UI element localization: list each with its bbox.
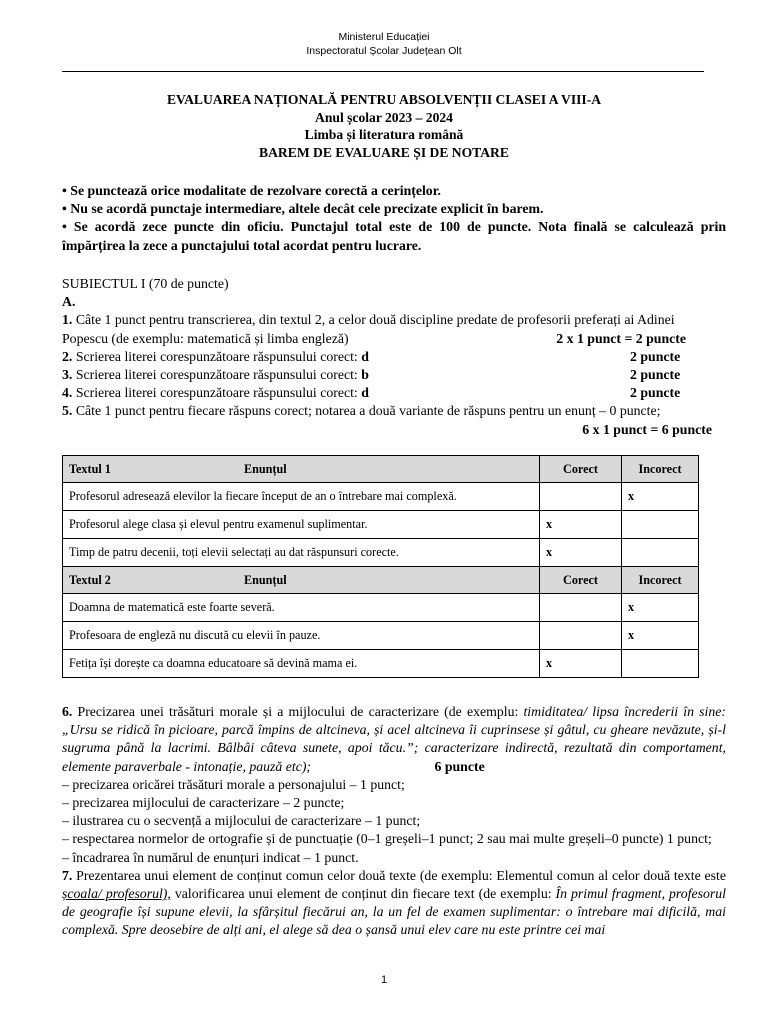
item-2-number: 2. bbox=[62, 348, 73, 364]
page-number: 1 bbox=[380, 974, 388, 986]
table-header-text-1 bbox=[63, 456, 699, 483]
rule-1: • Se punctează orice modalitate de rezolvare corectă a cerințelor. bbox=[62, 183, 442, 198]
correct-mark bbox=[540, 594, 622, 622]
statement-cell: Doamna de matematică este foarte severă. bbox=[63, 594, 540, 622]
item-6-bullet-2: – precizarea mijlocului de caracterizare – 2 puncte; bbox=[62, 795, 345, 811]
incorrect-mark: x bbox=[622, 594, 699, 622]
item-2 bbox=[62, 348, 726, 366]
item-3-text: Scrierea literei corespunzătoare răspunsului corect: bbox=[75, 367, 358, 383]
statement-header: Enunțul bbox=[243, 461, 287, 476]
item-7-number: 7. bbox=[62, 867, 73, 883]
item-3 bbox=[62, 366, 726, 384]
table-row bbox=[63, 483, 699, 511]
item-6-points: 6 puncte bbox=[434, 758, 485, 774]
title-line-1: EVALUAREA NAȚIONALĂ PENTRU ABSOLVENȚII CLASEI A VIII-A bbox=[166, 92, 602, 107]
item-6-intro bbox=[62, 703, 726, 776]
item-7-lead: Prezentarea unui element de conținut comun celor două texte (de exemplu: Elementul comun al celor două texte este bbox=[76, 867, 726, 883]
table-header-text-2 bbox=[63, 567, 699, 594]
item-6-lead: Precizarea unei trăsături morale și a mijlocului de caracterizare (de exemplu: bbox=[77, 704, 519, 719]
header-divider bbox=[62, 71, 704, 72]
grading-rules bbox=[62, 182, 726, 255]
item-5-points: 6 x 1 punct = 6 puncte bbox=[582, 421, 712, 437]
item-2-answer: d bbox=[361, 348, 369, 364]
item-6-section bbox=[62, 703, 726, 940]
item-1-points: 2 x 1 punct = 2 puncte bbox=[556, 330, 686, 346]
correct-header: Corect bbox=[540, 456, 622, 483]
item-3-number: 3. bbox=[62, 367, 73, 383]
item-7 bbox=[62, 867, 726, 940]
rule-3: • Se acordă zece puncte din oficiu. Punctajul total este de 100 de puncte. Nota finală se calculează prin împărțirea la zece a punctajului total acordat pentru lucrare. bbox=[62, 219, 726, 253]
table-row bbox=[63, 650, 699, 678]
statement-cell: Fetița își dorește ca doamna educatoare să devină mama ei. bbox=[63, 650, 540, 678]
statement-header: Enunțul bbox=[243, 572, 287, 587]
item-7-example: În primul fragment, profesorul de geografie își supune elevii, la sfârșitul fiecărui an, la un fel de examen suplimentar: o întrebare mai dificilă, mai complexă. Spre deosebire de alți ani, el alege să dea o șansă unui elev care nu este printre cei mai bbox=[62, 886, 727, 938]
statement-cell: Profesoara de engleză nu discută cu elevii în pauze. bbox=[63, 622, 540, 650]
item-4-number: 4. bbox=[62, 385, 73, 401]
item-5-number: 5. bbox=[62, 403, 73, 419]
item-1-text-2: Popescu (de exemplu: matematică și limba engleză) bbox=[62, 330, 349, 346]
incorrect-header: Incorect bbox=[622, 567, 699, 594]
item-1 bbox=[62, 311, 726, 329]
table-row bbox=[63, 511, 699, 539]
rule-2: • Nu se acordă punctaje intermediare, altele decât cele precizate explicit în barem. bbox=[62, 201, 544, 217]
incorrect-mark: x bbox=[622, 483, 699, 511]
title-line-3: Limba și literatura română bbox=[304, 127, 464, 142]
item-4 bbox=[62, 384, 726, 402]
table-header-cell bbox=[63, 456, 540, 483]
title-line-2: Anul școlar 2023 – 2024 bbox=[315, 109, 453, 125]
item-6-bullet-1: – precizarea oricărei trăsături morale a personajului – 1 punct; bbox=[62, 776, 405, 792]
item-7-common: școala/ profesorul), bbox=[62, 886, 171, 902]
item-6-bullet-3: – ilustrarea cu o secvență a mijlocului de caracterizare – 1 punct; bbox=[62, 813, 421, 829]
statement-cell: Timp de patru decenii, toți elevii selectați au dat răspunsuri corecte. bbox=[63, 539, 540, 567]
item-5 bbox=[62, 402, 726, 420]
statement-cell: Profesorul adresează elevilor la fiecare început de an o întrebare mai complexă. bbox=[63, 483, 540, 511]
item-3-answer: b bbox=[361, 367, 369, 383]
table-header-cell bbox=[63, 567, 540, 594]
incorrect-header: Incorect bbox=[622, 456, 699, 483]
text-1-label: Textul 1 bbox=[69, 461, 111, 476]
item-1-text: Câte 1 punct pentru transcrierea, din textul 2, a celor două discipline predate de profesorii preferați ai Adinei bbox=[75, 312, 675, 328]
item-5-text: Câte 1 punct pentru fiecare răspuns corect; notarea a două variante de răspuns pentru un enunț – 0 puncte; bbox=[75, 403, 661, 419]
item-4-points: 2 puncte bbox=[630, 385, 681, 401]
inspectorate-name: Inspectoratul Școlar Județean Olt bbox=[306, 45, 462, 57]
incorrect-mark bbox=[622, 539, 699, 567]
item-6-example: timiditatea/ lipsa încrederii în sine:„Ursu se ridică în picioare, parcă împins de altcineva, și acel altcineva îi cuprinsese și gâtul, cu gheare nevăzute, și-l sugruma până la lacrimi. Bâlbâi câteva sunete, apoi tăcu.”; caracterizare indirectă, rezultată din comportament, elemente paraverbale - intonație, pauză etc); bbox=[62, 704, 727, 774]
true-false-table bbox=[62, 455, 699, 678]
table-row bbox=[63, 594, 699, 622]
correct-mark: x bbox=[540, 511, 622, 539]
correct-mark: x bbox=[540, 650, 622, 678]
incorrect-mark bbox=[622, 650, 699, 678]
incorrect-mark bbox=[622, 511, 699, 539]
table-row bbox=[63, 622, 699, 650]
correct-mark bbox=[540, 622, 622, 650]
incorrect-mark: x bbox=[622, 622, 699, 650]
item-1-continuation bbox=[62, 330, 726, 348]
item-4-answer: d bbox=[361, 385, 369, 401]
item-2-points: 2 puncte bbox=[630, 348, 681, 364]
item-2-text: Scrierea literei corespunzătoare răspunsului corect: bbox=[75, 348, 358, 364]
item-7-mid: valorificarea unui element de conținut din fiecare text (de exemplu: bbox=[174, 886, 552, 902]
subject-heading: SUBIECTUL I (70 de puncte) bbox=[62, 276, 229, 291]
item-6-bullet-4: – respectarea normelor de ortografie și de punctuație (0–1 greșeli–1 punct; 2 sau mai multe greșeli–0 puncte) 1 punct; bbox=[62, 831, 712, 847]
part-a-label: A. bbox=[62, 294, 76, 310]
document-title bbox=[0, 91, 768, 161]
correct-mark: x bbox=[540, 539, 622, 567]
item-6-number: 6. bbox=[62, 704, 73, 719]
item-1-number: 1. bbox=[62, 312, 73, 328]
statement-cell: Profesorul alege clasa și elevul pentru examenul suplimentar. bbox=[63, 511, 540, 539]
item-3-points: 2 puncte bbox=[630, 367, 681, 383]
subject-1-section bbox=[62, 275, 726, 439]
title-line-4: BAREM DE EVALUARE ȘI DE NOTARE bbox=[259, 144, 509, 160]
correct-mark bbox=[540, 483, 622, 511]
table-row bbox=[63, 539, 699, 567]
item-4-text: Scrierea literei corespunzătoare răspunsului corect: bbox=[75, 385, 358, 401]
text-2-label: Textul 2 bbox=[69, 572, 111, 587]
item-6-bullet-5: – încadrarea în numărul de enunțuri indicat – 1 punct. bbox=[62, 849, 359, 865]
ministry-name: Ministerul Educației bbox=[338, 31, 430, 43]
correct-header: Corect bbox=[540, 567, 622, 594]
